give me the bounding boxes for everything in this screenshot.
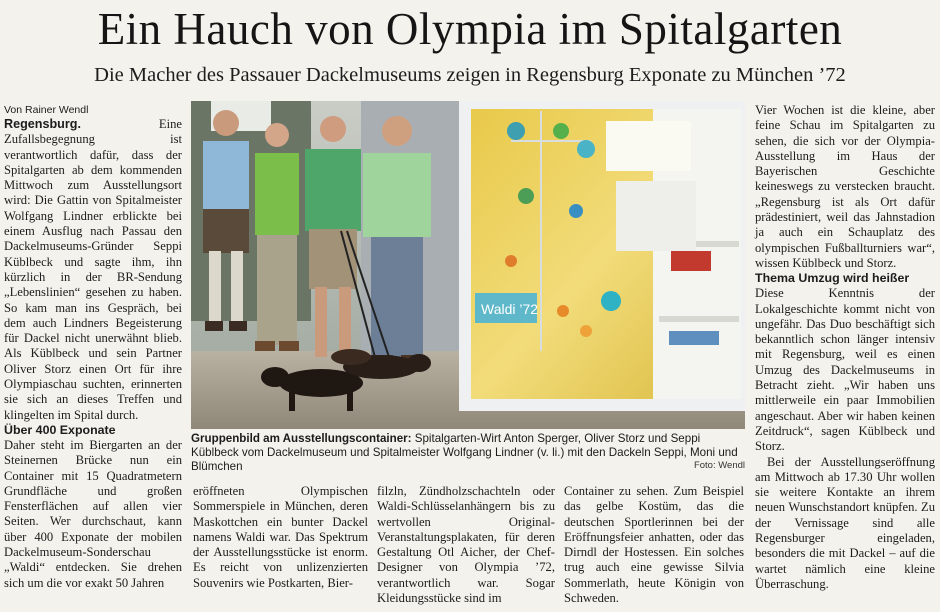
paragraph-1 xyxy=(4,117,182,423)
caption-lead: Gruppenbild am Ausstellungscontainer: xyxy=(191,432,412,445)
column-5-paragraph-1: Vier Wochen ist die kleine, aber feine Schau im Spitalgarten zu sehen, die sich vor der Olympia-Ausstellung im Haus der Bayerischen Geschichte keineswegs zu verstecken braucht. „Regensburg ist als Ort dafür prädestiniert, weil das Jahnstadion ja auch ein Schauplatz des olympischen Fußballturniers war“, wissen Küblbeck und Storz. xyxy=(755,103,935,270)
waldi-sign: Waldi ’72 xyxy=(481,301,539,317)
column-3-text: filzln, Zündholzschachteln oder Waldi-Schlüsselanhängern bis zu wertvollen Original-Veranstaltungsplakaten, für deren Gestaltung Otl Aicher, der Chef-Designer von Olympia ’72, verantwortlich war. Sogar Kleidungsstücke sind im xyxy=(377,484,555,606)
paragraph-1-text: Eine Zufallsbegegnung ist verantwortlich dafür, dass der Spitalgarten ab dem kommenden Mittwoch zum Ausstellungsort wird: Die Gattin von Spitalmeister Wolfgang Lindner erblickte bei einem Ausflug nach Passau den Dackelmuseums-Gründer Seppi Küblbeck und sagte ihm, ihn kürzlich in der BR-Sendung „Lebenslinien“ gesehen zu haben. So kam man ins Gespräch, bei dem auch Lindners Begeisterung für Dackel nicht unerwähnt blieb. Als Küblbeck und sein Partner Oliver Storz einen Ort für ihre Olympiaschau suchten, erinnerten sie sich an dieses Treffen und klingelten im Spital durch. xyxy=(4,117,182,422)
group-photo xyxy=(191,101,745,429)
subheading-exponate: Über 400 Exponate xyxy=(4,422,116,437)
caption-text: Spitalgarten-Wirt Anton Sperger, Oliver Storz und Seppi Küblbeck vom Dackelmuseum und Spitalmeister Wolfgang Lindner (v. li.) mit den Dackeln Seppi, Moni und Blümchen xyxy=(191,432,738,473)
column-2-text: eröffneten Olympischen Sommerspiele in München, deren Maskottchen ein bunter Dackel namens Waldi war. Das Spektrum der Ausstellungsstücke ist enorm. Es reicht von unlizenzierten Souvenirs wie Postkarten, Bier- xyxy=(193,484,368,590)
column-5 xyxy=(755,103,935,592)
photo-credit: Foto: Wendl xyxy=(693,460,745,471)
column-5-paragraph-3: Bei der Ausstellungseröffnung am Mittwoch ab 17.30 Uhr wollen sie weitere Kontakte an ihrem neuen Wunschstandort knüpfen. Zu der Vernissage sind alle Regensburger eingeladen, besonders die mit Dackel – auf die wartet nämlich eine kleine Überraschung. xyxy=(755,454,935,591)
photo-illustration xyxy=(191,101,745,429)
subheadline: Die Macher des Passauer Dackelmuseums zeigen in Regensburg Exponate zu München ’72 xyxy=(94,64,846,86)
dateline: Regensburg. xyxy=(4,117,81,131)
paragraph-2: Daher steht im Biergarten an der Steinernen Brücke nun ein Container mit 15 Quadratmetern Grundfläche und großen Fensterflächen auf allen vier Seiten. Wer durchschaut, kann über 400 Exponate der mobilen Dackelmuseum-Sonderschau „Waldi“ entdecken. Sie drehen sich um die vor exakt 50 Jahren xyxy=(4,437,182,590)
byline: Von Rainer Wendl xyxy=(4,104,89,116)
column-2 xyxy=(193,484,368,591)
headline: Ein Hauch von Olympia im Spitalgarten xyxy=(97,4,843,54)
column-4 xyxy=(564,484,744,606)
column-5-paragraph-2: Diese Kenntnis der Lokalgeschichte kommt nicht von ungefähr. Das Duo beschäftigt sich bekanntlich schon länger intensiv mit Regensburg, weil es einen Umzug des Dackelmuseums in Betracht zieht. „Wir haben uns mittlerweile ein paar Immobilien angeschaut. Aber wir haben keinen Zeitdruck“, sagen Küblbeck und Storz. xyxy=(755,286,935,454)
column-4-text: Container zu sehen. Zum Beispiel das gelbe Kostüm, das die deutschen Sportlerinnen bei der Eröffnungsfeier anhatten, oder das Dirndl der Hostessen. Ein solches trug auch eine gewisse Silvia Sommerlath, heute Königin von Schweden. xyxy=(564,484,744,606)
column-1 xyxy=(4,104,182,591)
column-3 xyxy=(377,484,555,606)
subheading-umzug: Thema Umzug wird heißer xyxy=(755,271,910,286)
